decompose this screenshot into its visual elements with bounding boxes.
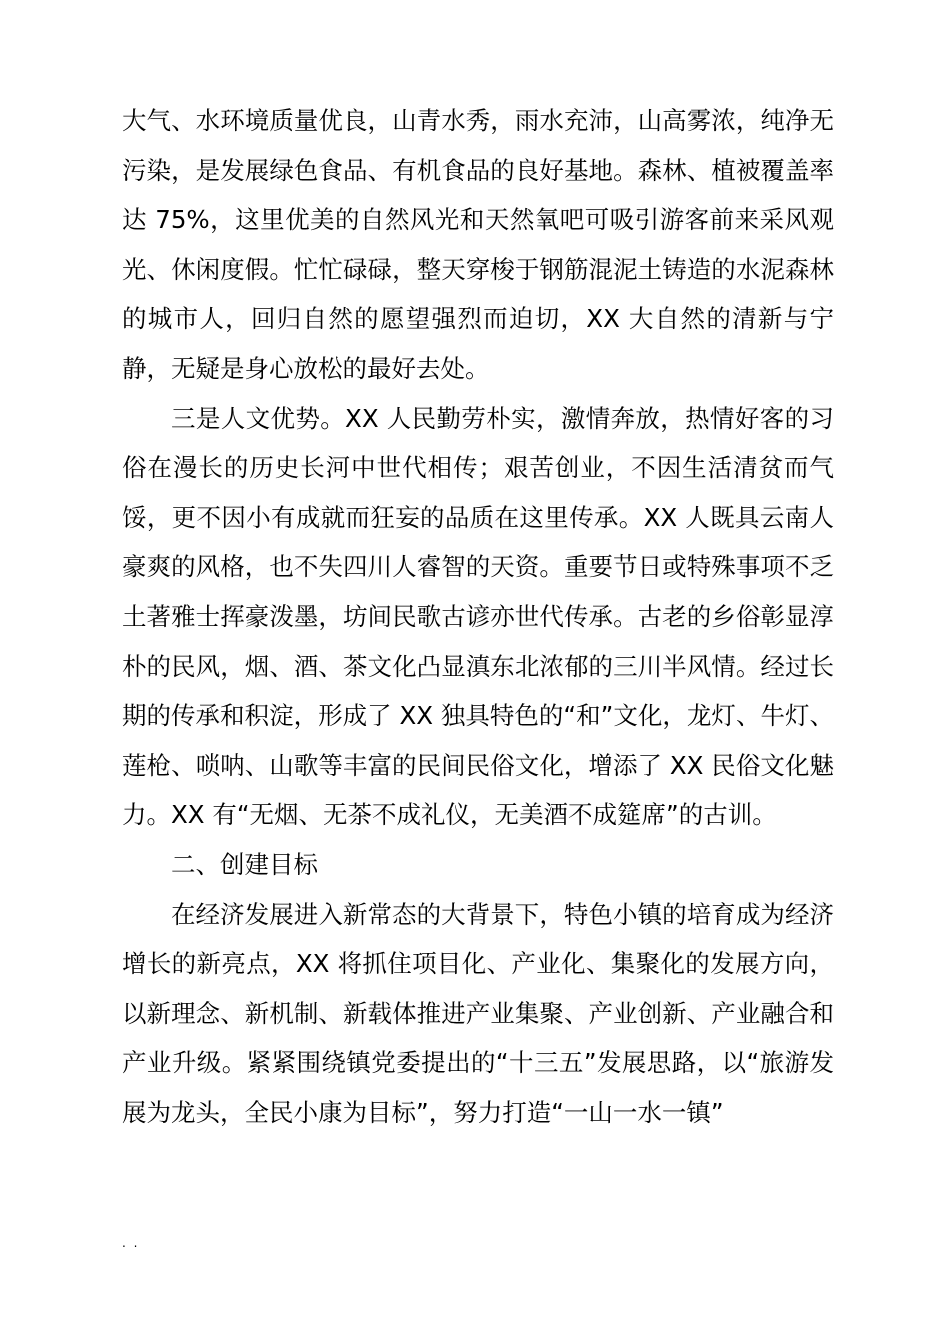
paragraph-cultural-advantage: 三是人文优势。XX 人民勤劳朴实，激情奔放，热情好客的习俗在漫长的历史长河中世代相传；艰苦创业，不因生活清贫而气馁，更不因小有成就而狂妄的品质在这里传承。XX 人既具云南人豪爽的风格，也不失四川人睿智的天资。重要节日或特殊事项不乏土著雅士挥豪泼墨，坊间民歌古谚亦世代传承。古老的乡俗彰显淳朴的民风，烟、酒、茶文化凸显滇东北浓郁的三川半风情。经过长期的传承和积淀，形成了 XX 独具特色的“和”文化，龙灯、牛灯、莲枪、唢呐、山歌等丰富的民间民俗文化，增添了 XX 民俗文化魅力。XX 有“无烟、无茶不成礼仪，无美酒不成筵席”的古训。 <box>122 403 834 830</box>
document-body <box>122 96 834 1137</box>
paragraph-goals: 在经济发展进入新常态的大背景下，特色小镇的培育成为经济增长的新亮点，XX 将抓住项目化、产业化、集聚化的发展方向，以新理念、新机制、新载体推进产业集聚、产业创新、产业融合和产业升级。紧紧围绕镇党委提出的“十三五”发展思路，以“旅游发展为龙头，全民小康为目标”，努力打造“一山一水一镇” <box>122 899 834 1127</box>
section-heading-goals: 二、创建目标 <box>171 849 318 879</box>
footer-mark: . . <box>122 1236 140 1250</box>
paragraph-natural-environment: 大气、水环境质量优良，山青水秀，雨水充沛，山高雾浓，纯净无污染，是发展绿色食品、有机食品的良好基地。森林、植被覆盖率达 75%，这里优美的自然风光和天然氧吧可吸引游客前来采风观光、休闲度假。忙忙碌碌，整天穿梭于钢筋混泥土铸造的水泥森林的城市人，回归自然的愿望强烈而迫切，XX 大自然的清新与宁静，无疑是身心放松的最好去处。 <box>122 106 834 383</box>
